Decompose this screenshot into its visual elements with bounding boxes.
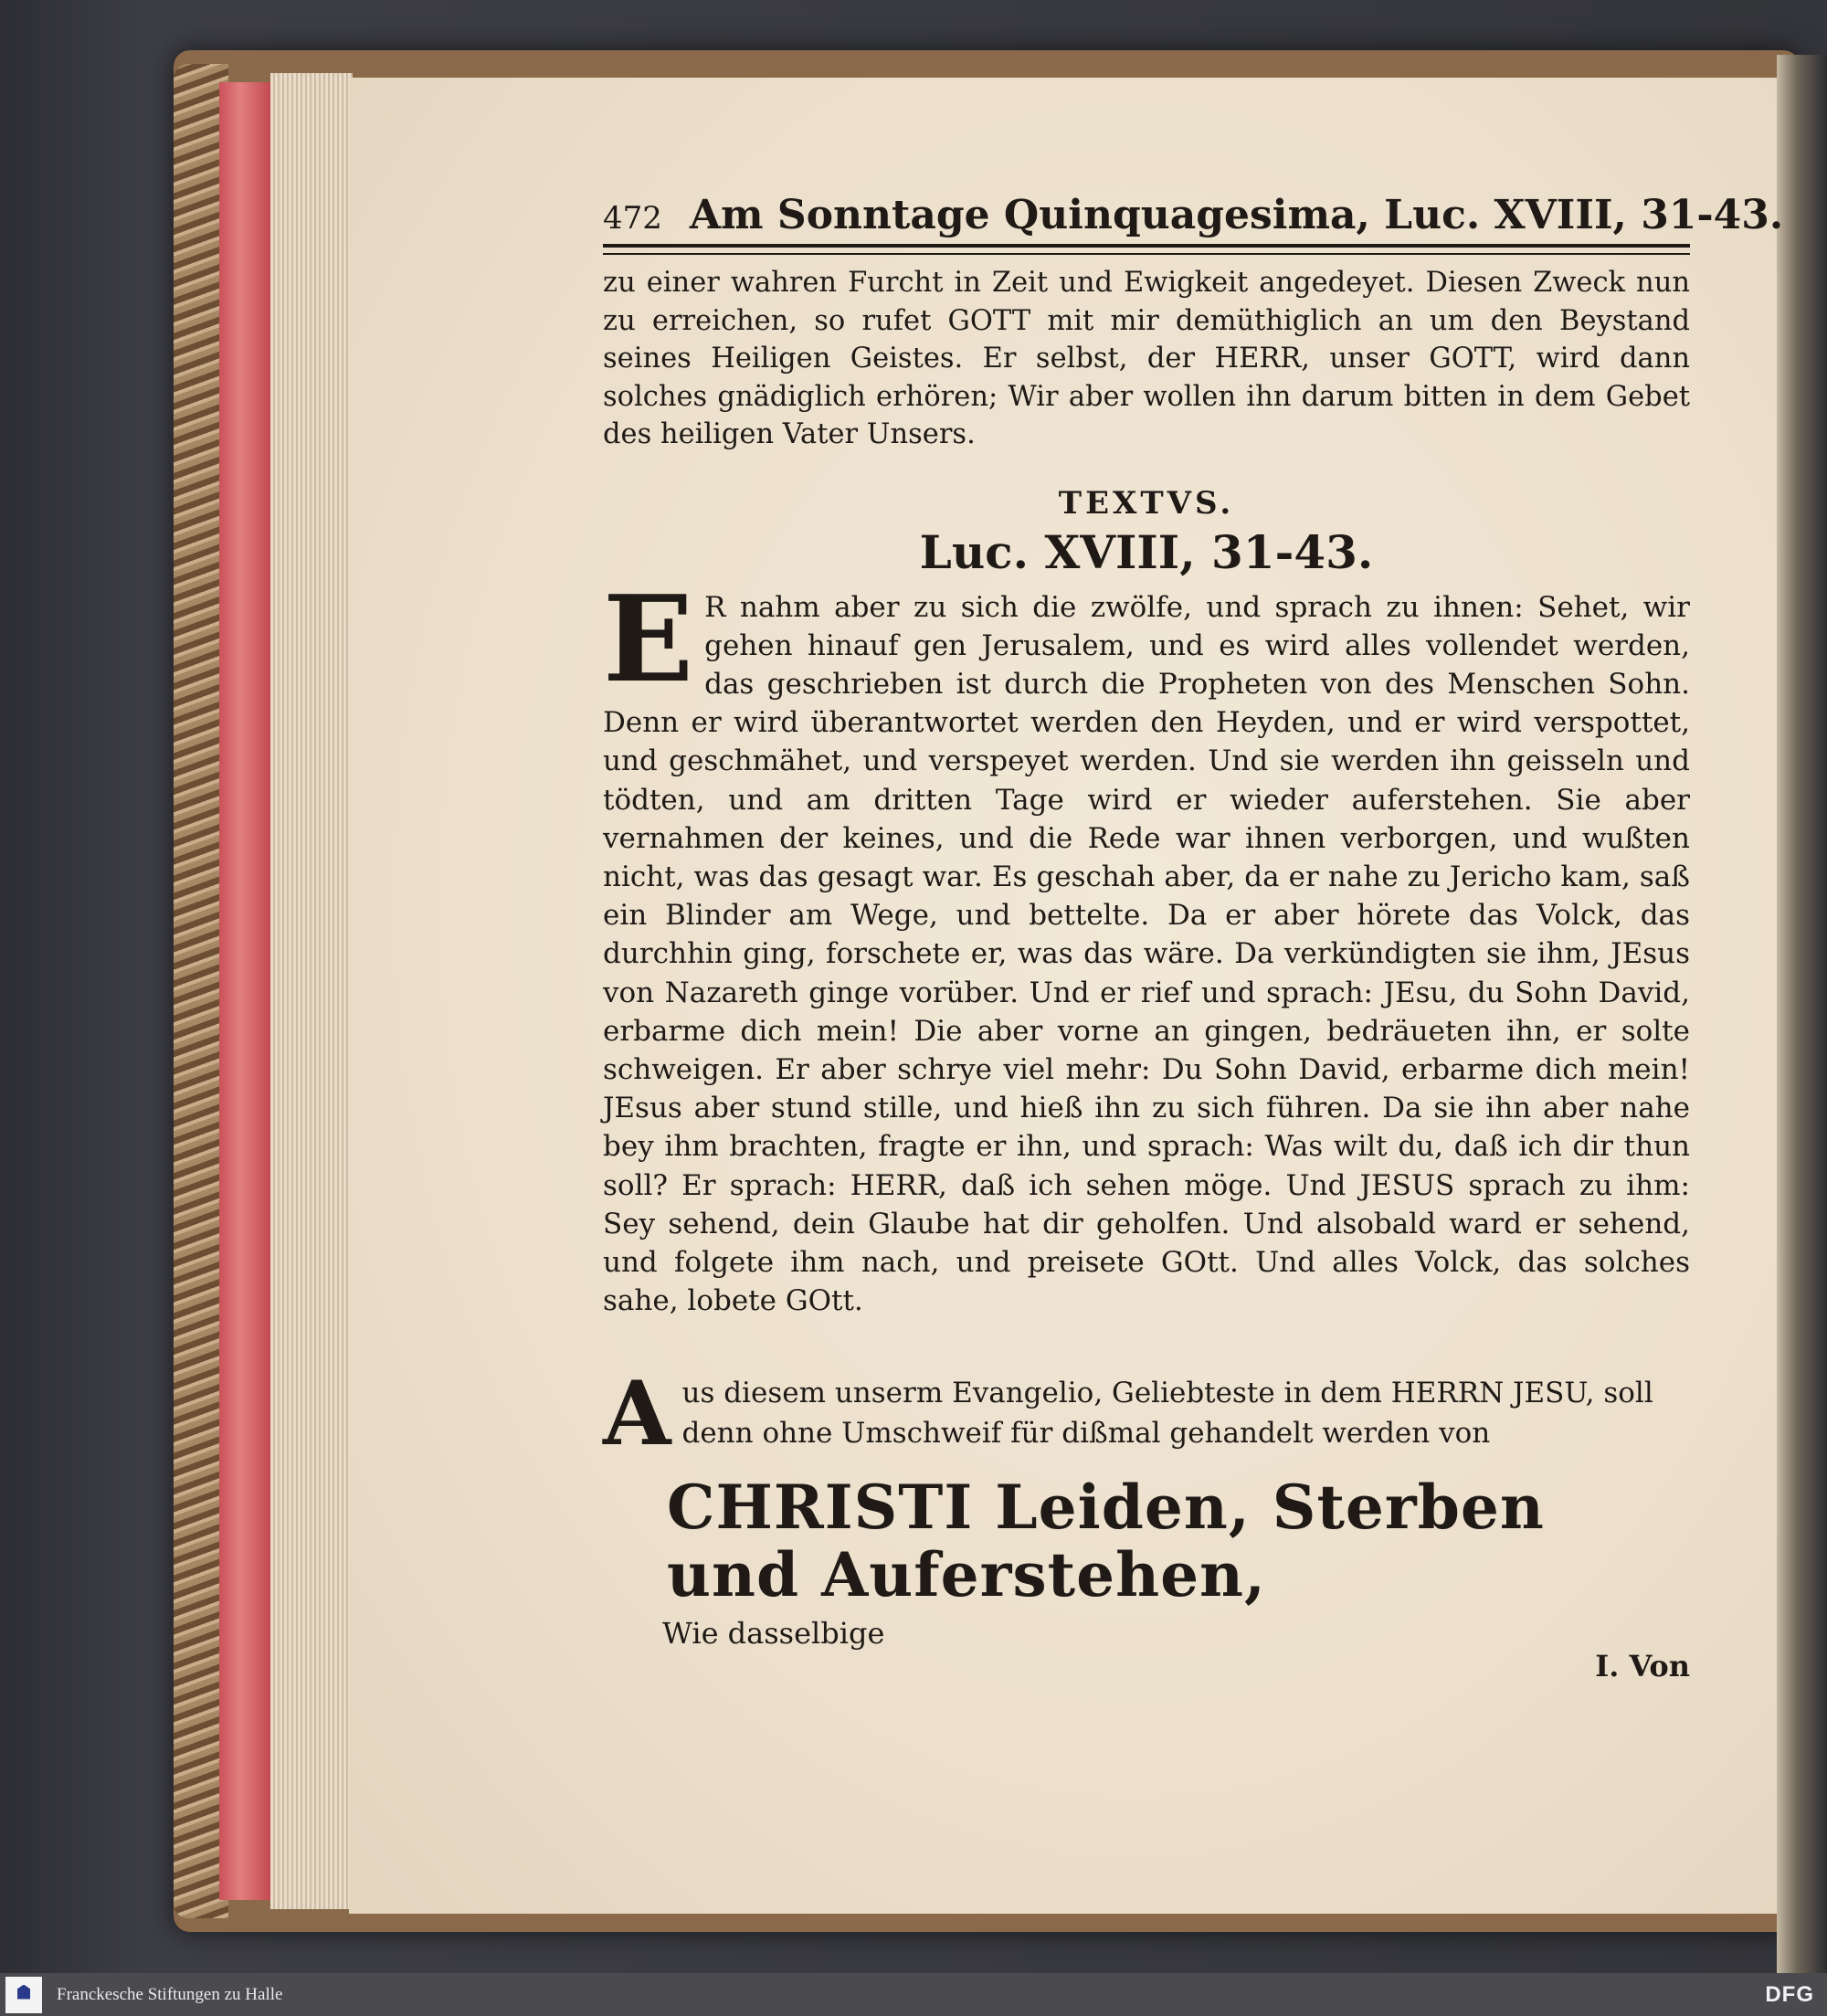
running-title: Am Sonntage Quinquagesima, Luc. XVIII, 31-43. (689, 192, 1784, 238)
institution-name: Franckesche Stiftungen zu Halle (57, 1984, 283, 2004)
page-number: 472 (603, 200, 662, 237)
page-stack (270, 73, 353, 1909)
sermon-intro-body: us diesem unserm Evangelio, Geliebteste in dem HERRN JESU, soll denn ohne Umschweif für dißmal gehandelt werden von (681, 1377, 1653, 1451)
viewer-footer (0, 1973, 1827, 2016)
drop-cap: E (603, 568, 694, 709)
sermon-topic: CHRISTI Leiden, Sterben und Auferstehen, (667, 1472, 1545, 1611)
running-header (603, 192, 1784, 238)
continuation-text: Wie dasselbige (662, 1616, 885, 1652)
drop-cap-sermon: A (603, 1362, 671, 1466)
header-rule-thin (603, 253, 1690, 255)
facing-page-edge (1777, 55, 1827, 1973)
institution-logo-icon (5, 1977, 42, 2013)
scripture-text (603, 568, 1690, 1321)
scripture-body: R nahm aber zu sich die zwölfe, und sprach zu ihnen: Sehet, wir gehen hinauf gen Jerusalem, und es wird alles vollendet werden, das geschrieben ist durch die Propheten von des Menschen Sohn. Denn er wird überantwortet werden den Heyden, und er wird verspottet, und geschmähet, und verspeyet werden. Und sie werden ihn geisseln und tödten, und am dritten Tage wird er wieder auferstehen. Sie aber vernahmen der keines, und die Rede war ihnen verborgen, und wußten nicht, was das gesagt war. Es geschah aber, da er nahe zu Jericho kam, saß ein Blinder am Wege, und bettelte. Da er aber hörete das Volck, das durchhin ging, forschete er, was das wäre. Da verkündigten sie ihm, JEsus von Nazareth ginge vorüber. Und er rief und sprach: JEsu, du Sohn David, erbarme dich mein! Die aber vorne an gingen, bedräueten ihn, er solte schweigen. Er aber schrye viel mehr: Du Sohn David, erbarme dich mein! JEsus aber stund stille, und hieß ihn zu sich führen. Da sie ihn aber nahe bey ihm brachten, fragte er ihn, und sprach: Was wilt du, daß ich dir thun soll? Er sprach: HERR, daß ich sehen möge. Und JESUS sprach zu ihm: Sey sehend, dein Glaube hat dir geholfen. Und alsobald ward er sehend, und folgete ihm nach, und preisete GOtt. Und alles Volck, das solches sahe, lobete GOtt. (603, 590, 1690, 1318)
page-content (603, 192, 1784, 1684)
header-rule (603, 244, 1690, 248)
dfg-logo: DFG (1765, 1981, 1814, 2007)
sermon-intro (603, 1362, 1690, 1466)
intro-paragraph: zu einer wahren Furcht in Zeit und Ewigkeit angedeyet. Diesen Zweck nun zu erreichen, so rufet GOTT mit mir demüthiglich an um den Beystand seines Heiligen Geistes. Er selbst, der HERR, unser GOTT, wird dann solches gnädiglich erhören; Wir aber wollen ihn darum bitten in dem Gebet des heiligen Vater Unsers. (603, 267, 1690, 450)
scripture-reference: Luc. XVIII, 31-43. (919, 524, 1374, 579)
catchword: I. Von (1595, 1649, 1690, 1684)
textus-heading: TEXTVS. (1058, 484, 1235, 522)
red-page-edge (219, 82, 272, 1900)
